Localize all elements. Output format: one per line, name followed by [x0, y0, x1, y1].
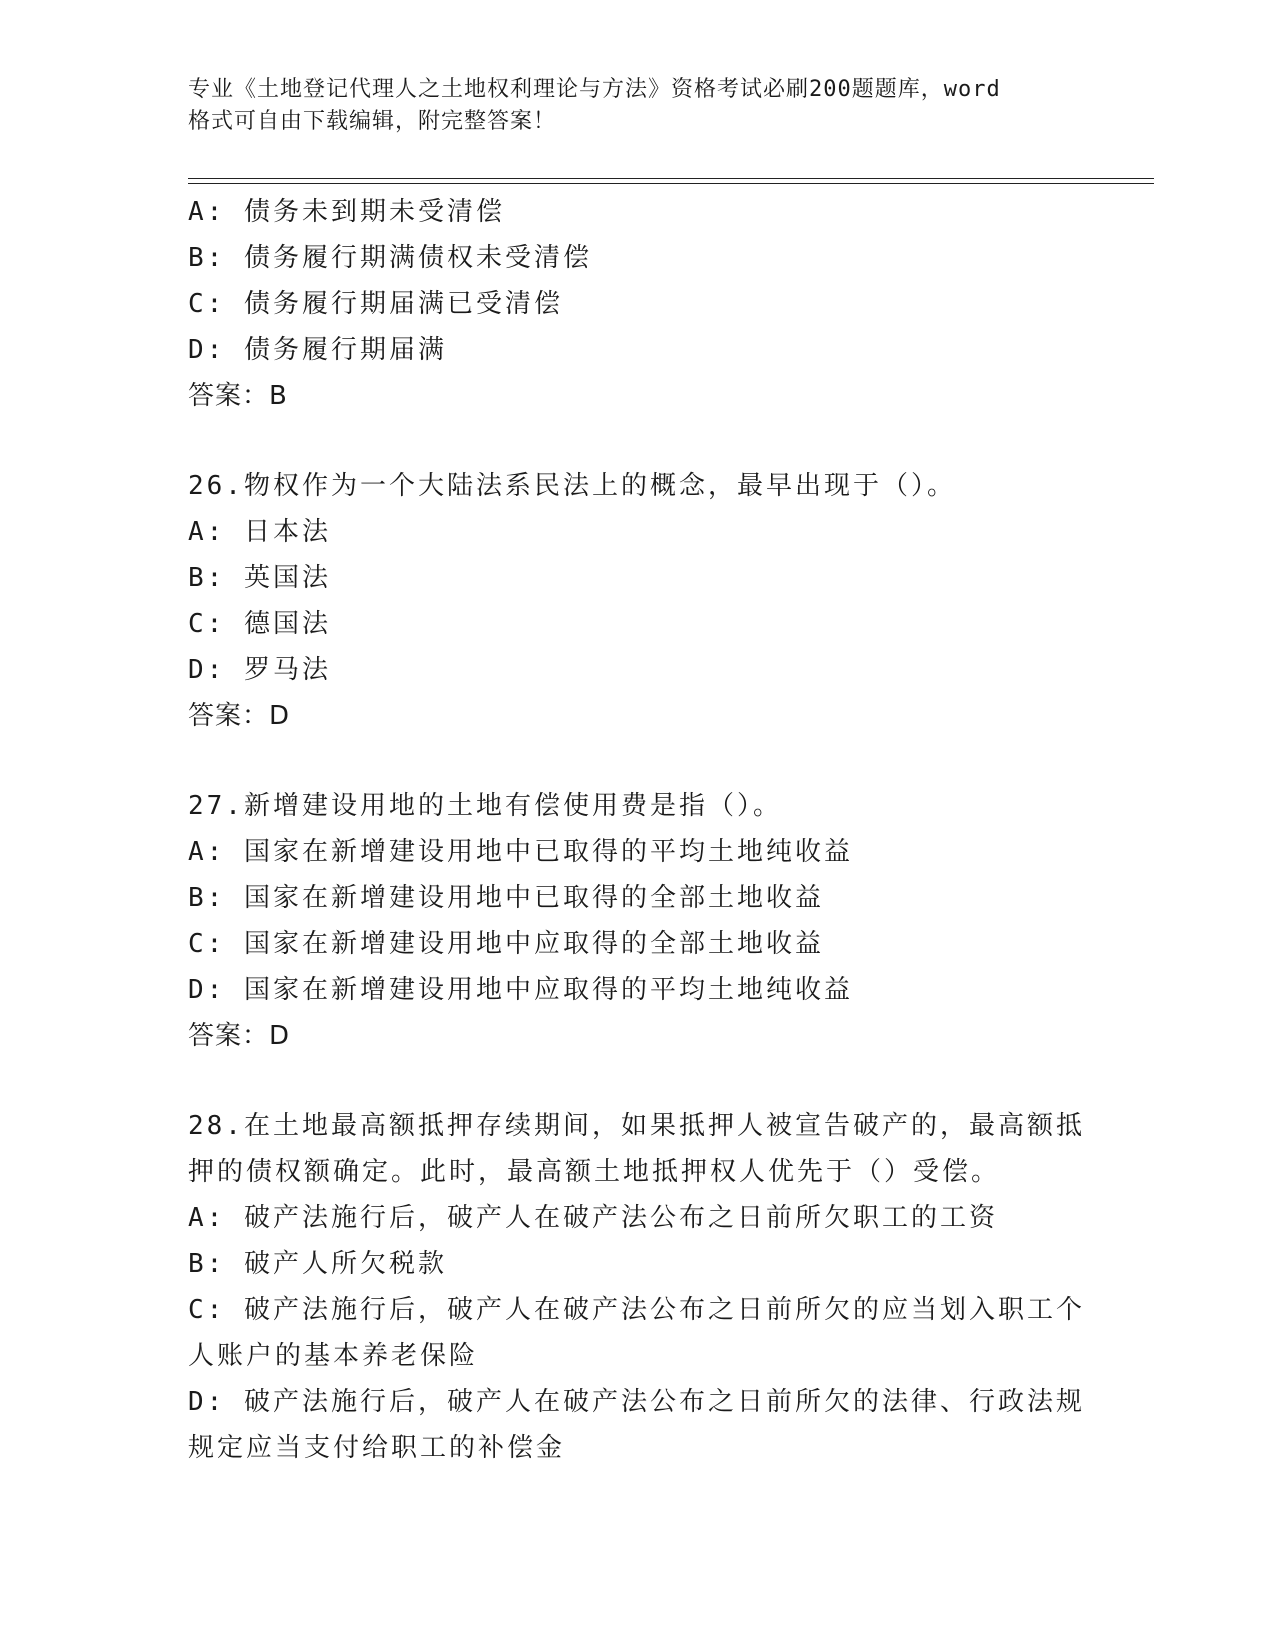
- q27-option-a: A: 国家在新增建设用地中已取得的平均土地纯收益: [188, 837, 853, 867]
- q26-option-d: D: 罗马法: [188, 655, 331, 685]
- question-26: [188, 463, 1088, 739]
- q25-answer: 答案：B: [188, 381, 288, 411]
- q26-answer: 答案：D: [188, 701, 291, 731]
- q25-option-a: A: 债务未到期未受清偿: [188, 197, 505, 227]
- q28-option-c-line-2: 人账户的基本养老保险: [188, 1341, 479, 1371]
- q25-option-b: B: 债务履行期满债权未受清偿: [188, 243, 592, 273]
- question-list: [188, 189, 1088, 1471]
- q26-option-a: A: 日本法: [188, 517, 331, 547]
- header-divider-bottom: [188, 183, 1154, 184]
- spacer: [188, 1059, 1088, 1103]
- spacer: [188, 739, 1088, 783]
- q26-option-c: C: 德国法: [188, 609, 331, 639]
- question-28: [188, 1103, 1088, 1471]
- q27-option-d: D: 国家在新增建设用地中应取得的平均土地纯收益: [188, 975, 853, 1005]
- header-title-line-2: 格式可自由下载编辑，附完整答案！: [188, 109, 557, 134]
- q28-option-c-line-1: C: 破产法施行后，破产人在破产法公布之日前所欠的应当划入职工个: [188, 1295, 1085, 1325]
- q27-option-c: C: 国家在新增建设用地中应取得的全部土地收益: [188, 929, 824, 959]
- header-title-line-1: 专业《土地登记代理人之土地权利理论与方法》资格考试必刷200题题库，word: [188, 77, 1001, 102]
- question-25-continuation: [188, 189, 1088, 419]
- q28-option-d-line-1: D: 破产法施行后，破产人在破产法公布之日前所欠的法律、行政法规: [188, 1387, 1085, 1417]
- q28-option-b: B: 破产人所欠税款: [188, 1249, 447, 1279]
- header-divider-top: [188, 178, 1154, 179]
- q27-answer: 答案：D: [188, 1021, 291, 1051]
- q25-option-d: D: 债务履行期届满: [188, 335, 447, 365]
- q28-option-a: A: 破产法施行后，破产人在破产法公布之日前所欠职工的工资: [188, 1203, 998, 1233]
- q28-question-line-1: 28.在土地最高额抵押存续期间，如果抵押人被宣告破产的，最高额抵: [188, 1111, 1085, 1141]
- q28-question-line-2: 押的债权额确定。此时，最高额土地抵押权人优先于（）受偿。: [188, 1157, 1001, 1187]
- q25-option-c: C: 债务履行期届满已受清偿: [188, 289, 563, 319]
- q28-option-d-line-2: 规定应当支付给职工的补偿金: [188, 1433, 566, 1463]
- spacer: [188, 419, 1088, 463]
- q27-option-b: B: 国家在新增建设用地中已取得的全部土地收益: [188, 883, 824, 913]
- document-header: [188, 74, 1068, 138]
- q26-question: 26.物权作为一个大陆法系民法上的概念，最早出现于（）。: [188, 471, 956, 501]
- q26-option-b: B: 英国法: [188, 563, 331, 593]
- question-27: [188, 783, 1088, 1059]
- q27-question: 27.新增建设用地的土地有偿使用费是指（）。: [188, 791, 782, 821]
